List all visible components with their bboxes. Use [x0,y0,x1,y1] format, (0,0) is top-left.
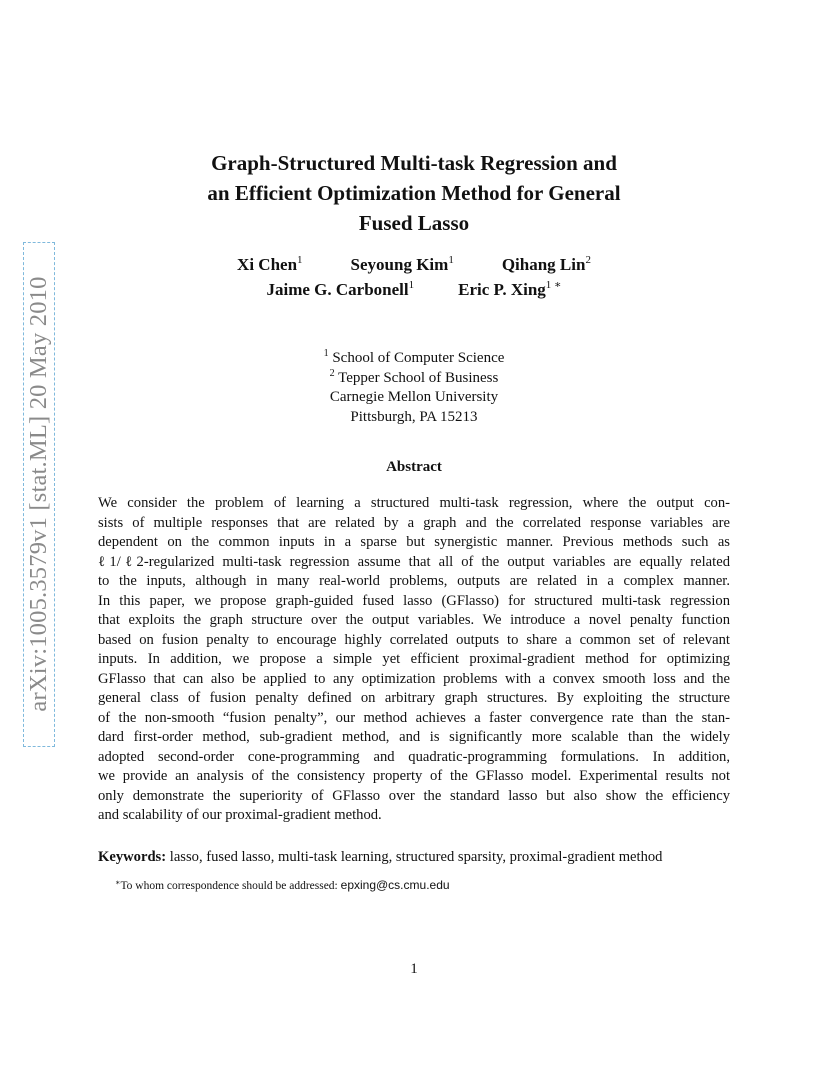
paper-title [150,148,678,238]
abstract-line: adopted second-order cone-programming and quadratic-programming formulations. In addition, [98,748,730,765]
affiliation-line: $^2$ Tepper School of Business [329,367,499,386]
affiliation-line: Pittsburgh, PA 15213 [350,408,478,425]
keywords-label: Keywords: [98,849,167,865]
abstract-line: based on fusion penalty to encourage highly correlated outputs to share a common set of relevant [98,631,730,648]
abstract-line: GFlasso that can also be applied to any optimization problems with a convex smooth loss and the [98,670,730,687]
keywords-line [98,849,730,866]
abstract-line: of the non-smooth “fusion penalty”, our method achieves a faster convergence rate than the stan- [98,709,730,726]
title-line: Fused Lasso [358,211,470,235]
author-block [150,252,678,302]
abstract-line: We consider the problem of learning a structured multi-task regression, where the output con- [98,495,730,511]
affiliation-line: Carnegie Mellon University [329,389,499,406]
footnote-text: To whom correspondence should be addressed: [120,880,341,892]
abstract-line: and scalability of our proximal-gradient method. [98,807,382,823]
abstract-line: that exploits the graph structure over the output variables. We introduce a novel penalty function [98,612,730,628]
author-row [150,277,678,302]
email-link[interactable]: epxing@cs.cmu.edu [340,878,450,892]
abstract-line: general class of fusion penalty defined on arbitrary graph structures. By exploiting the structure [98,690,730,706]
author-name: Xi Chen$^1$ [237,254,303,274]
footnote-mark: ∗ [115,878,121,887]
abstract-line: only demonstrate the superiority of GFlasso over the standard lasso but also show the efficiency [98,787,730,804]
affiliation-line: $^1$ School of Computer Science [323,348,505,366]
abstract-line: dependent on the common inputs in a sparse but synergistic manner. Previous methods such as [98,534,730,550]
title-line: Graph-Structured Multi-task Regression and [211,151,617,175]
abstract-line: we provide an analysis of the consistency property of the GFlasso model. Experimental results not [98,768,730,784]
abstract-text [98,494,730,826]
arxiv-identifier[interactable]: arXiv:1005.3579v1 [stat.ML] 20 May 2010 [25,276,52,712]
author-name: Jaime G. Carbonell$^1$ [266,279,415,299]
author-row [150,252,678,277]
author-name: Seyoung Kim$^1$ [350,254,454,274]
author-name: Eric P. Xing$^{1 ∗}$ [458,279,562,299]
abstract-line: dard first-order method, sub-gradient method, and is significantly more scalable than the widely [98,729,730,745]
abstract-line: ℓ1/ℓ2-regularized multi-task regression assume that all of the output variables are equally related [98,553,730,570]
correspondence-footnote [115,878,715,892]
abstract-line: sists of multiple responses that are related by a graph and the correlated response variables are [98,514,730,531]
abstract-line: to the inputs, although in many real-world problems, outputs are related in a complex manner. [98,573,730,589]
abstract-heading: Abstract [386,459,442,475]
title-line: an Efficient Optimization Method for General [207,181,621,205]
page-number: 1 [410,961,418,977]
affiliations [214,349,614,427]
author-name: Qihang Lin$^2$ [501,254,591,274]
keywords-text: lasso, fused lasso, multi-task learning, structured sparsity, proximal-gradient method [169,849,663,865]
abstract-line: inputs. In addition, we propose a simple yet efficient proximal-gradient method for optimizing [98,651,730,667]
abstract-line: In this paper, we propose graph-guided fused lasso (GFlasso) for structured multi-task regression [98,592,730,609]
